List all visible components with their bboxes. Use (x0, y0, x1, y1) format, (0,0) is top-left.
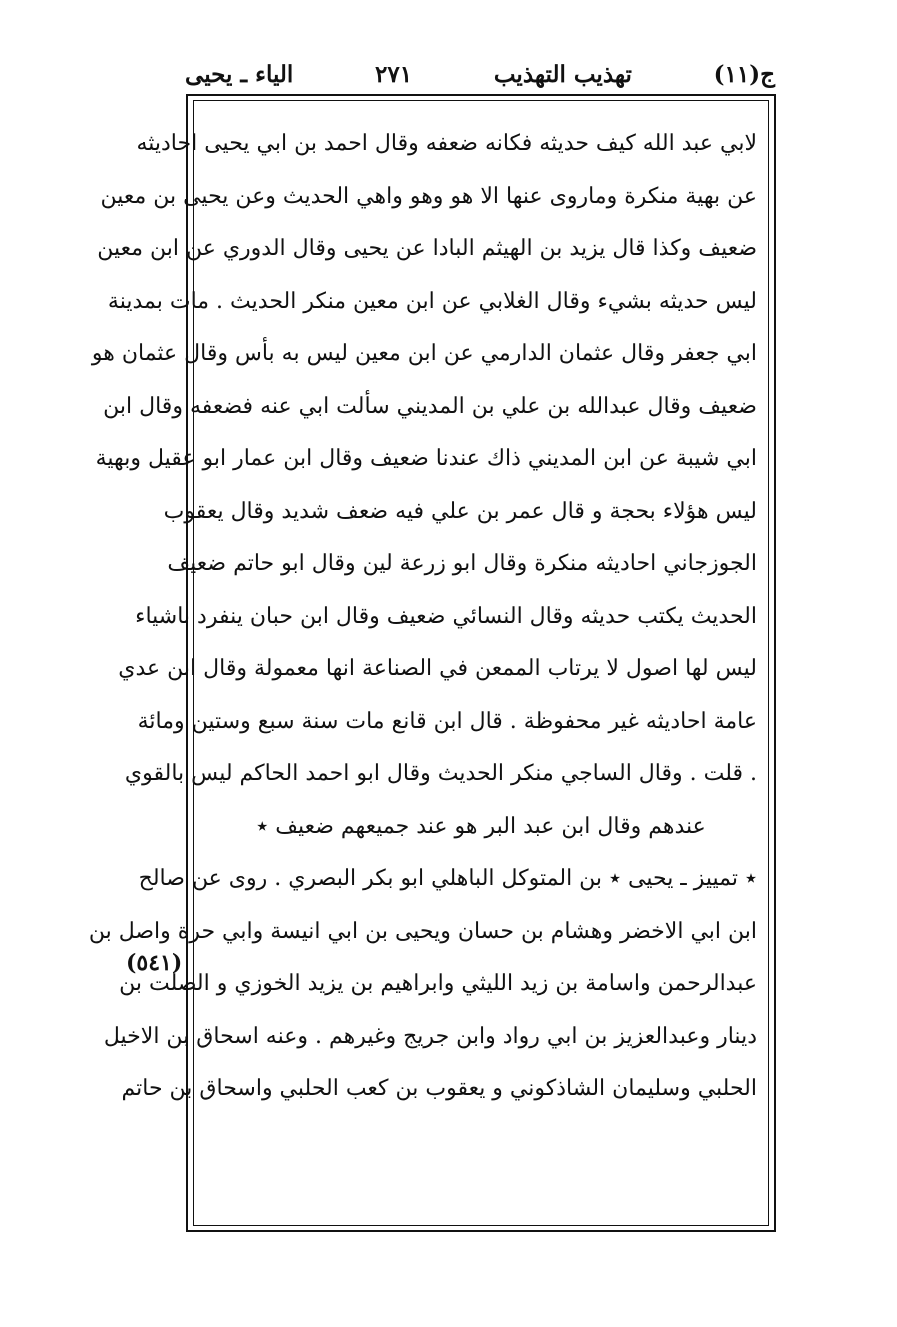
text-line: الحديث يكتب حديثه وقال النسائي ضعيف وقال ابن حبان ينفرد باشياء (135, 603, 757, 629)
text-line: ليس لها اصول لا يرتاب الممعن في الصناعة انها معمولة وقال ابن عدي (118, 656, 757, 681)
text-line: ضعيف وكذا قال يزيد بن الهيثم البادا عن يحيى وقال الدوري عن ابن معين (97, 236, 757, 261)
text-line: ليس هؤلاء بحجة و قال عمر بن علي فيه ضعف شديد وقال يعقوب (163, 498, 757, 524)
text-line: الحلبي وسليمان الشاذكوني و يعقوب بن كعب الحلبي واسحاق بن حاتم (121, 1076, 757, 1101)
text-line: عامة احاديثه غير محفوظة . قال ابن قانع مات سنة سبع وستين ومائة (137, 708, 757, 734)
text-line: ابن ابي الاخضر وهشام بن حسان ويحيى بن ابي انيسة وابي حرة واصل بن (88, 918, 757, 944)
entry-number: (٥٤١) (126, 950, 183, 976)
header-page-number: ٢٧١ (375, 60, 413, 88)
text-line: عن بهية منكرة وماروى عنها الا هو وهو واهي الحديث وعن يحيى بن معين (100, 183, 757, 209)
page-header (185, 58, 775, 90)
header-volume: ج(١١) (713, 60, 775, 88)
header-section: الياء ـ يحيى (185, 60, 294, 88)
text-line: دينار وعبدالعزيز بن ابي رواد وابن جريج وغيرهم . وعنه اسحاق بن الاخيل (103, 1023, 757, 1049)
text-line: ابي شيبة عن ابن المديني ذاك عندنا ضعيف وقال ابن عمار ابو عقيل وبهية (95, 446, 757, 471)
text-line: . قلت . وقال الساجي منكر الحديث وقال ابو احمد الحاكم ليس بالقوي (124, 761, 757, 786)
text-line: لابي عبد الله كيف حديثه فكانه ضعفه وقال احمد بن ابي يحيى احاديثه (136, 131, 757, 156)
text-line: الجوزجاني احاديثه منكرة وقال ابو زرعة لين وقال ابو حاتم ضعيف (167, 551, 757, 576)
text-line: ابي جعفر وقال عثمان الدارمي عن ابن معين ليس به بأس وقال عثمان هو (91, 341, 757, 366)
text-line: عندهم وقال ابن عبد البر هو عند جميعهم ضعيف ٭ (256, 813, 706, 839)
text-line: ليس حديثه بشيء وقال الغلابي عن ابن معين منكر الحديث . مات بمدينة (107, 288, 757, 314)
entry-heading-line: ٭ تمييز ـ يحيى ٭ بن المتوكل الباهلي ابو بكر البصري . روى عن صالح (138, 866, 757, 891)
text-line: ضعيف وقال عبدالله بن علي بن المديني سألت ابي عنه فضعفه وقال ابن (103, 393, 757, 419)
text-line: عبدالرحمن واسامة بن زيد الليثي وابراهيم بن يزيد الخوزي و الصلت بن (119, 971, 757, 996)
header-book-title: تهذيب التهذيب (493, 60, 632, 88)
